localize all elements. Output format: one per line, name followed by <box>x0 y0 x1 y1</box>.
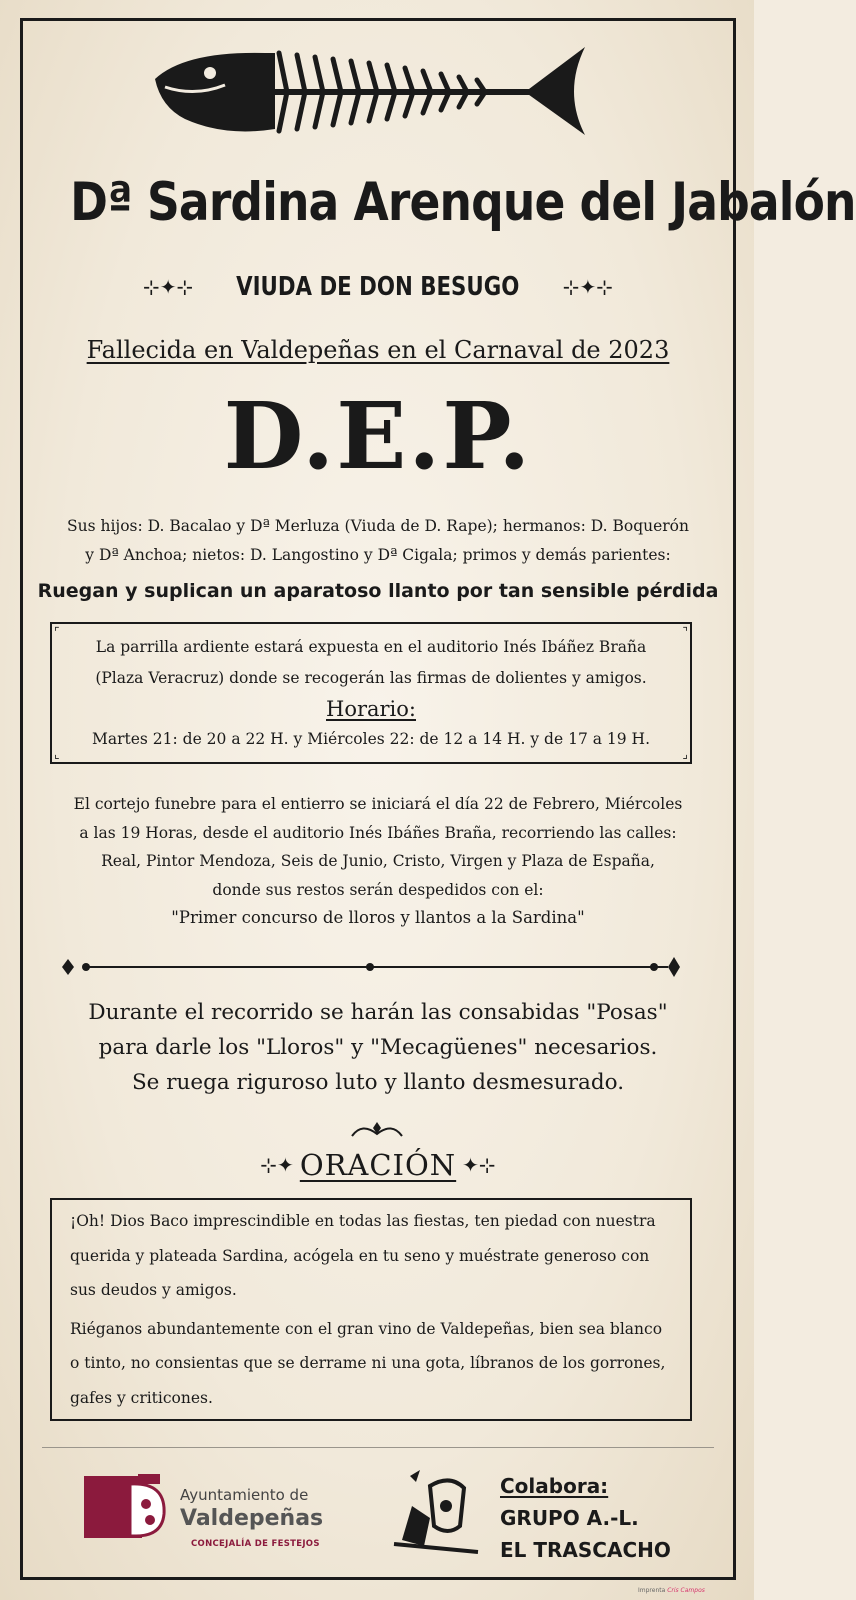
procession-line-1: Durante el recorrido se harán las consabidas "Posas" <box>88 1000 668 1025</box>
prayer-box <box>50 1198 692 1421</box>
prayer-paragraph-1: ¡Oh! Dios Baco imprescindible en todas las fiestas, ten piedad con nuestra querida y plateada Sardina, acógela en tu seno y muéstrate generoso con sus deudos y amigos. <box>70 1212 656 1299</box>
collaborator-label: Colabora: <box>500 1474 609 1498</box>
viewing-box <box>50 622 692 764</box>
ornamental-divider <box>62 955 692 979</box>
cortejo-line-4: donde sus restos serán despedidos con el: <box>212 880 544 899</box>
plea-text: Ruegan y suplican un aparatoso llanto por tan sensible pérdida <box>37 580 719 602</box>
prayer-paragraph-2: Riéganos abundantemente con el gran vino de Valdepeñas, bien sea blanco o tinto, no consientas que se derrame ni una gota, líbranos de los gorrones, gafes y criticones. <box>70 1319 666 1407</box>
subtitle-row <box>20 272 736 302</box>
viewing-line-2: (Plaza Veracruz) donde se recogerán las firmas de dolientes y amigos. <box>95 669 647 687</box>
death-notice <box>20 336 736 364</box>
cortejo-line-1: El cortejo funebre para el entierro se iniciará el día 22 de Febrero, Miércoles <box>73 795 683 813</box>
el-trascacho-drawing-icon <box>390 1466 482 1558</box>
corner-ornament-icon: ⌟ <box>682 747 688 761</box>
cortejo-line-3: Real, Pintor Mendoza, Seis de Junio, Cristo, Virgen y Plaza de España, <box>101 852 655 870</box>
collaborator-line-2: EL TRASCACHO <box>500 1538 671 1562</box>
concejalia-label: CONCEJALÍA DE FESTEJOS <box>191 1539 320 1549</box>
printer-brand: Cris Campos <box>667 1587 705 1594</box>
printer-credit <box>638 1587 705 1594</box>
widow-subtitle: VIUDA DE DON BESUGO <box>236 272 520 302</box>
footer-separator <box>42 1447 714 1448</box>
corner-ornament-icon: ⌜ <box>54 625 60 639</box>
valdepenas-coat-of-arms-icon <box>84 1474 168 1538</box>
relatives-line-2: y Dª Anchoa; nietos: D. Langostino y Dª Cigala; primos y demás parientes: <box>85 546 671 564</box>
collaborator-block <box>500 1470 671 1566</box>
ornament-right-icon: ✦⊹ <box>462 1153 496 1177</box>
prayer-heading: ORACIÓN <box>299 1148 457 1182</box>
viewing-line-1: La parrilla ardiente estará expuesta en el auditorio Inés Ibáñez Braña <box>95 638 647 656</box>
cortejo-line-2: a las 19 Horas, desde el auditorio Inés Ibáñes Braña, recorriendo las calles: <box>79 823 677 842</box>
flourish-icon <box>348 1120 406 1140</box>
corner-ornament-icon: ⌞ <box>54 747 60 761</box>
collaborator-line-1: GRUPO A.-L. <box>500 1506 639 1530</box>
deceased-name-title: Dª Sardina Arenque del Jabalón <box>70 172 856 233</box>
cortejo-line-5: "Primer concurso de lloros y llantos a la Sardina" <box>171 908 585 927</box>
printer-label: Imprenta <box>638 1587 666 1594</box>
procession-line-2: para darle los "Lloros" y "Mecagüenes" necesarios. <box>98 1035 658 1060</box>
ornament-left-icon: ⊹✦ <box>260 1153 294 1177</box>
horario-text: Martes 21: de 20 a 22 H. y Miércoles 22: de 12 a 14 H. y de 17 a 19 H. <box>91 730 650 748</box>
fish-skeleton-icon <box>155 45 595 137</box>
relatives-line-1: Sus hijos: D. Bacalao y Dª Merluza (Viuda de D. Rape); hermanos: D. Boquerón <box>66 517 689 535</box>
cortejo-text <box>40 790 716 933</box>
corner-ornament-icon: ⌝ <box>682 625 688 639</box>
ayuntamiento-label: Ayuntamiento de <box>180 1486 309 1504</box>
ornament-left-icon: ⊹✦⊹ <box>143 275 194 299</box>
prayer-heading-row <box>20 1148 736 1182</box>
ayuntamiento-city: Valdepeñas <box>180 1506 324 1531</box>
death-notice-text: Fallecida en Valdepeñas en el Carnaval de 2023 <box>86 336 670 364</box>
relatives-text <box>40 512 716 570</box>
ornament-right-icon: ⊹✦⊹ <box>562 275 613 299</box>
horario-label: Horario: <box>326 697 416 721</box>
procession-line-3: Se ruega riguroso luto y llanto desmesurado. <box>131 1070 625 1095</box>
dep-heading: D.E.P. <box>223 382 533 490</box>
procession-notes <box>20 995 736 1100</box>
